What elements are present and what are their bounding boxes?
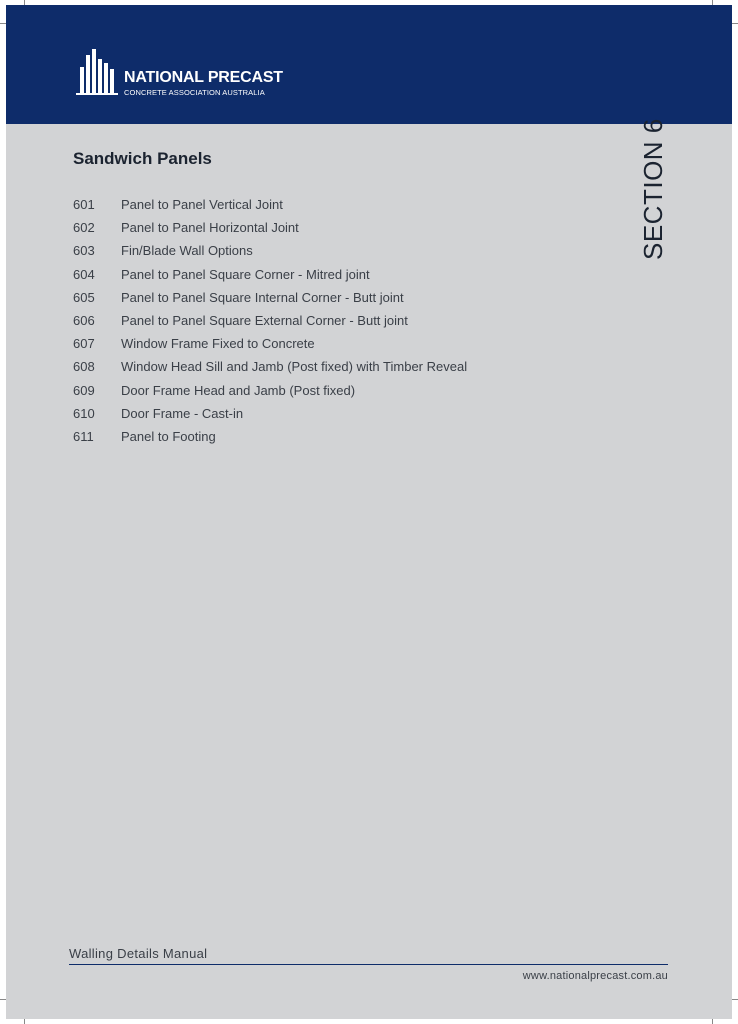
footer-url: www.nationalprecast.com.au (522, 970, 668, 982)
logo-subtitle: CONCRETE ASSOCIATION AUSTRALIA (124, 88, 265, 97)
list-item (73, 286, 467, 309)
item-title: Door Frame - Cast-in (121, 405, 244, 421)
contents-list (73, 193, 467, 448)
list-item (73, 216, 467, 239)
item-number: 611 (73, 428, 94, 444)
item-title: Window Frame Fixed to Concrete (121, 336, 315, 352)
building-logo-icon (76, 49, 120, 97)
item-title: Panel to Panel Square External Corner - Butt joint (121, 313, 408, 329)
item-number: 602 (73, 220, 95, 236)
item-title: Window Head Sill and Jamb (Post fixed) with Timber Reveal (121, 359, 468, 375)
item-title: Panel to Footing (121, 428, 216, 444)
item-number: 608 (73, 359, 95, 375)
item-title: Panel to Panel Horizontal Joint (121, 220, 299, 236)
item-title: Fin/Blade Wall Options (121, 243, 253, 259)
item-number: 606 (73, 313, 95, 329)
list-item (73, 193, 467, 216)
item-title: Door Frame Head and Jamb (Post fixed) (121, 382, 356, 398)
item-number: 605 (73, 289, 95, 305)
item-number: 607 (73, 336, 95, 352)
list-item (73, 402, 467, 425)
list-item (73, 263, 467, 286)
item-title: Panel to Panel Square Corner - Mitred joint (121, 266, 370, 282)
page-title: Sandwich Panels (73, 149, 212, 168)
footer-divider (69, 964, 668, 965)
list-item (73, 309, 467, 332)
item-number: 610 (73, 405, 95, 421)
item-title: Panel to Panel Square Internal Corner - Butt joint (121, 289, 404, 305)
item-number: 601 (73, 197, 95, 213)
list-item (73, 355, 467, 378)
document-page (6, 5, 732, 1019)
header-banner (6, 5, 732, 124)
section-label: SECTION 6 (638, 118, 668, 260)
item-number: 609 (73, 382, 95, 398)
list-item (73, 332, 467, 355)
logo-name: NATIONAL PRECAST (124, 69, 283, 86)
item-title: Panel to Panel Vertical Joint (121, 197, 283, 213)
list-item (73, 379, 467, 402)
list-item (73, 425, 467, 448)
footer-manual-title: Walling Details Manual (69, 946, 208, 961)
item-number: 603 (73, 243, 95, 259)
list-item (73, 239, 467, 262)
item-number: 604 (73, 266, 95, 282)
